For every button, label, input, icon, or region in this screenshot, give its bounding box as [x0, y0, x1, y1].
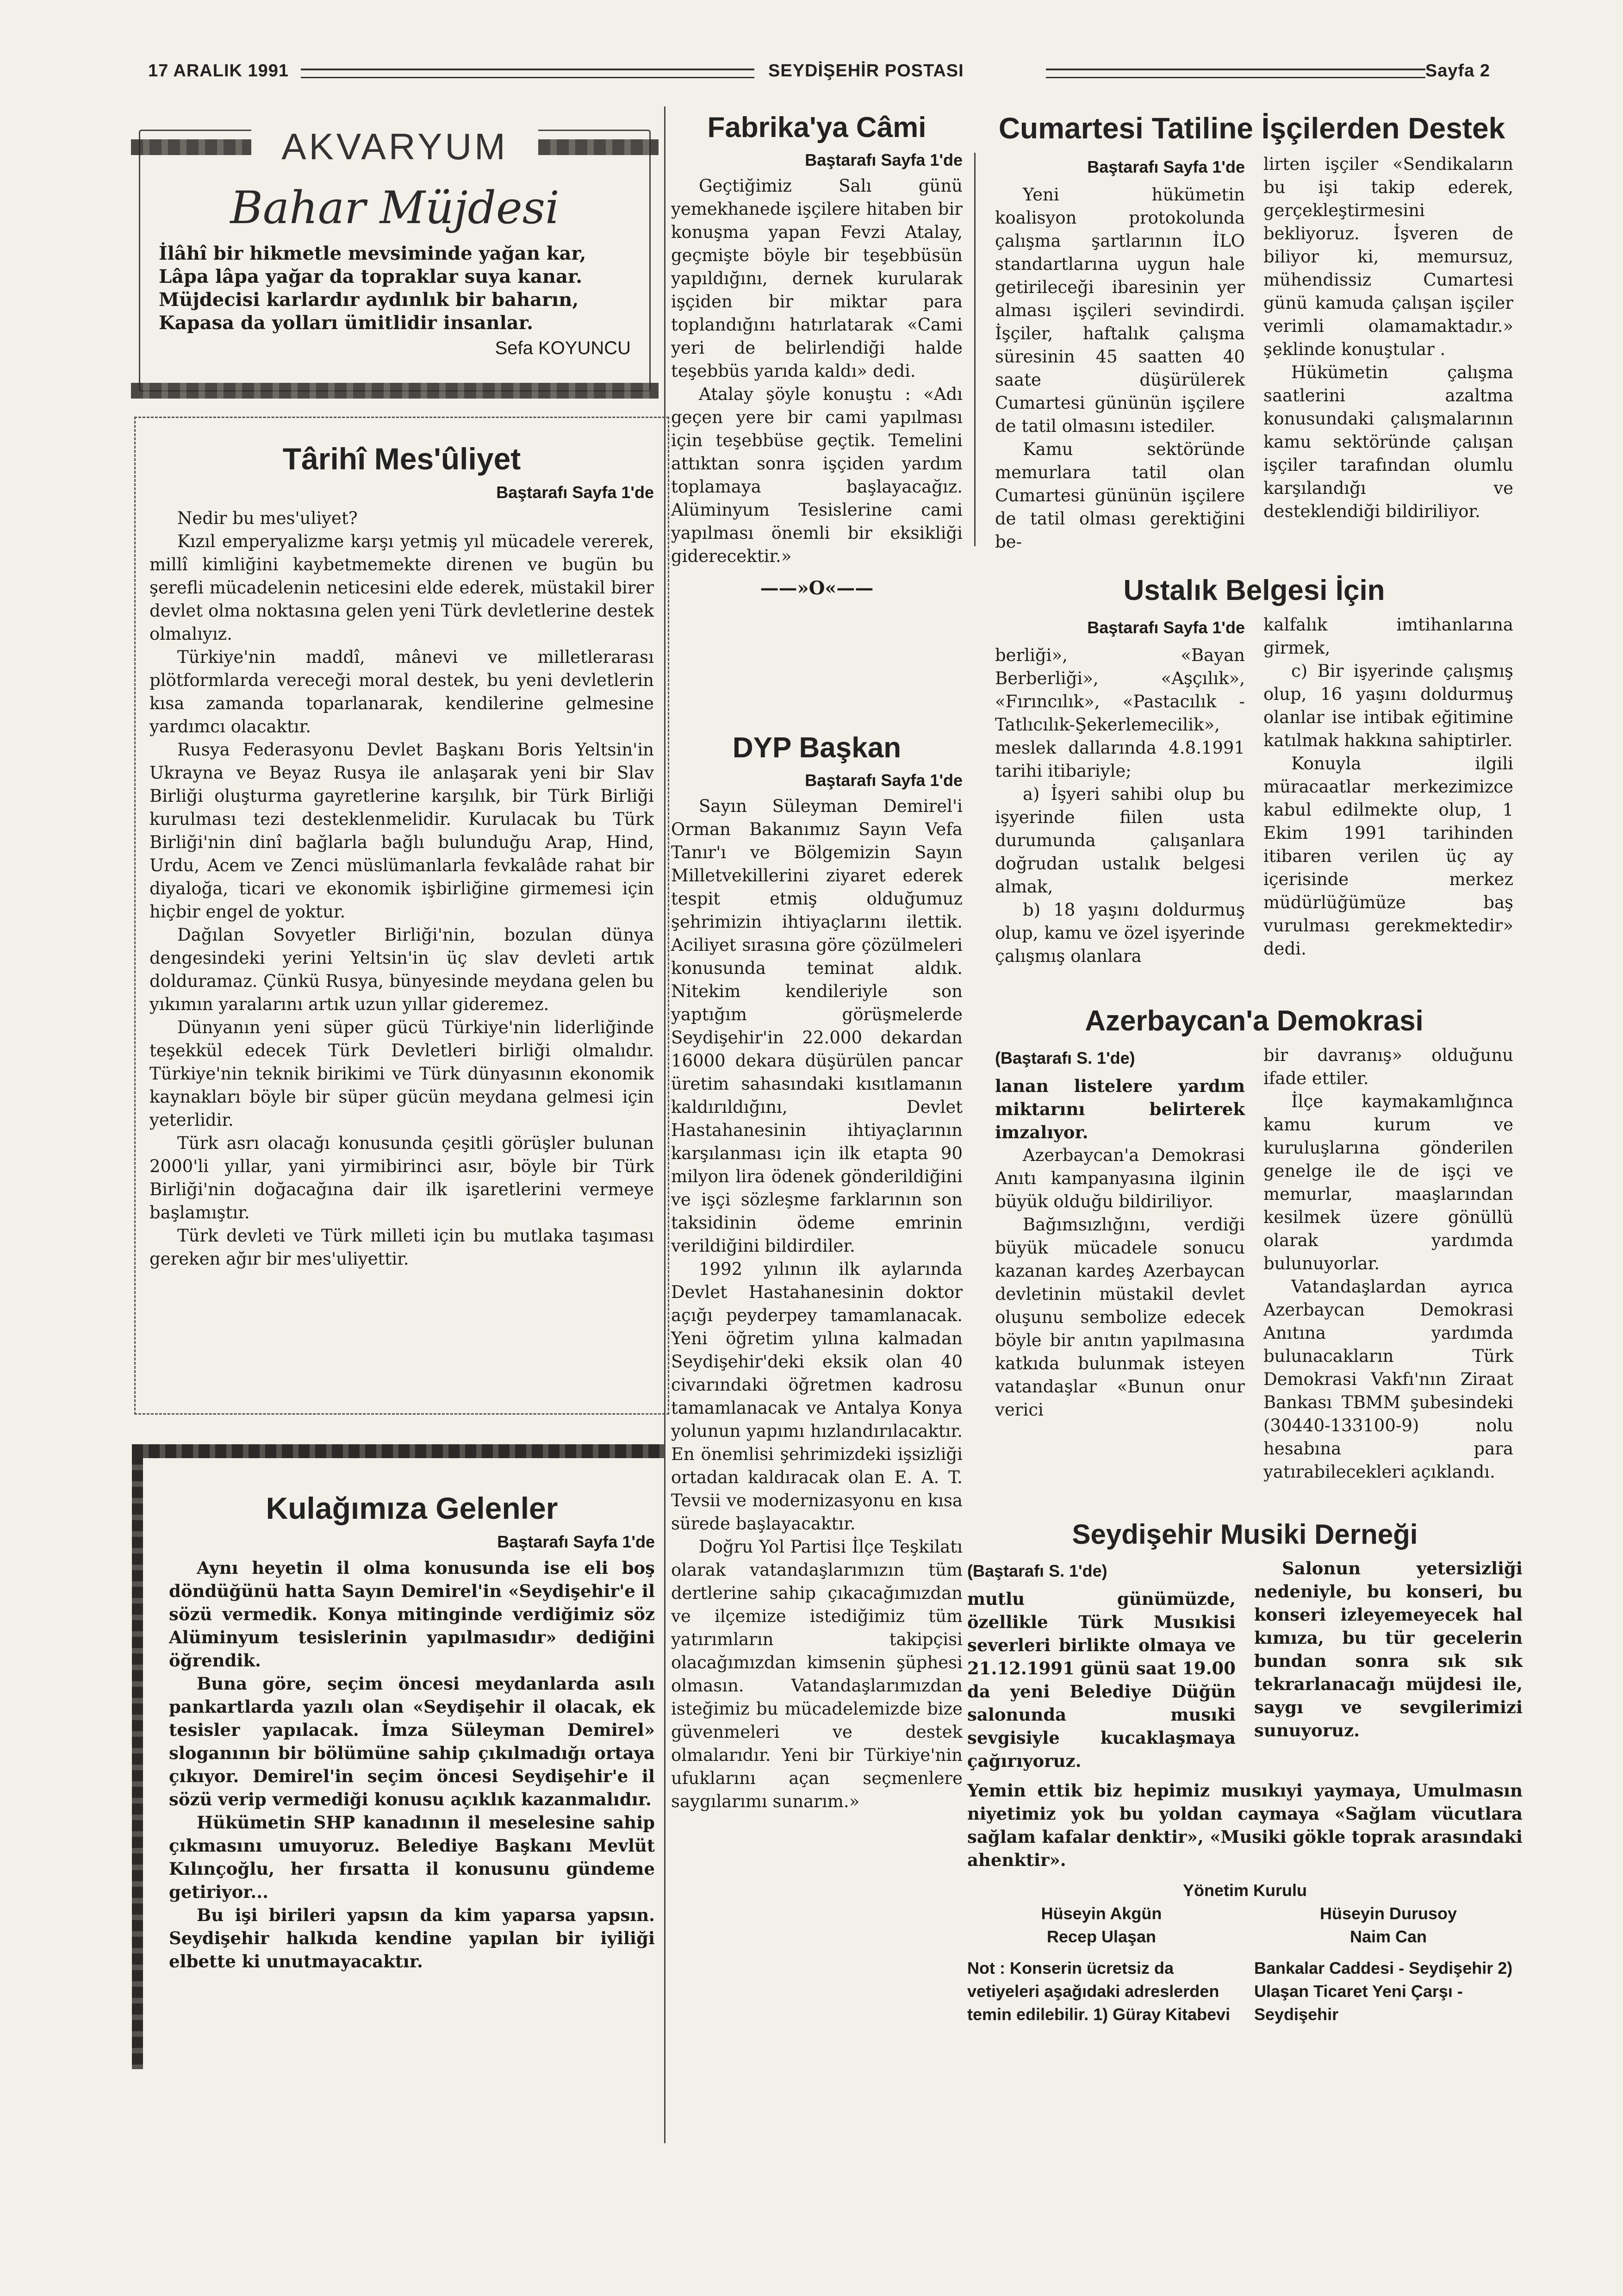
article-column [995, 1044, 1245, 1484]
tarihi-mesuliyet-article [134, 417, 669, 1415]
article-paragraph: 1992 yılının ilk aylarında Devlet Hastahanesinin doktor açığı peyderpey tamamlanacak. Yeni öğretim yılına kalmadan Seydişehir'deki eksik olan 40 civarındaki öğretmen kadrosu tamamlanacak ve Antalya Konya yolunun yapımı hızlandırılacaktır. En önemlisi şehrimizdeki işsizliği ortadan kaldıracak olan E. A. T. Tevsii ve modernizasyonu en kısa sürede başlayacaktır. [671, 1259, 963, 1534]
article-paragraph: Konuyla ilgili müracaatlar merkezimizce kabul edilmekte olup, 1 Ekim 1991 tarihinden itibaren verilen üç ay içerisinde merkez müdürlüğümüze baş vurulması gerekmektedir» dedi. [1263, 754, 1513, 959]
article-paragraph: Buna göre, seçim öncesi meydanlarda asılı pankartlarda yazılı olan «Seydişehir il olacak, ek tesisler yapılacak. İmza Süleyman Demirel» sloganının bir bölümüne sahip çıkılmadığı ortaya çıkıyor. Demirel'in seçim öncesi Seydişehir'e il sözü verip vermediği konusu açıklık kazanmalıdır. [169, 1673, 655, 1809]
article-paragraph: kalfalık imtihanlarına girmek, [1263, 615, 1513, 658]
article-body [671, 175, 963, 568]
poem-line: Müjdecisi karlardır aydınlık bir baharın, [159, 289, 579, 311]
azerbaycan-demokrasi-article [995, 1004, 1513, 1484]
note-right: Bankalar Caddesi - Seydişehir 2) Ulaşan Ticaret Yeni Çarşı - Seydişehir [1254, 1959, 1513, 2024]
poem-line: İlâhî bir hikmetle mevsiminde yağan kar, [159, 243, 586, 264]
article-paragraph: Kızıl emperyalizme karşı yetmiş yıl mücadele vererek, millî kimliğini kaybetmemekte direnen ve bugün bu şerefli mücadelenin neticesini elde ederek, müstakil birer devlet olma noktasına gelen yeni Türk devletlerine destek olmalıyız. [149, 531, 654, 644]
continued-from-label: Baştarafı Sayfa 1'de [1087, 618, 1245, 637]
continued-from-label: Baştarafı Sayfa 1'de [1087, 157, 1245, 176]
article-paragraph: c) Bir işyerinde çalışmış olup, 16 yaşını doldurmuş olanlar ise intibak eğitimine katılmak hakkına sahiptirler. [1263, 661, 1513, 750]
article-headline: Azerbaycan'a Demokrasi [1085, 1005, 1424, 1037]
poem-author: Sefa KOYUNCU [495, 338, 631, 358]
article-headline: Seydişehir Musiki Derneği [1072, 1519, 1418, 1550]
article-paragraph: bir davranış» olduğunu ifade ettiler. [1263, 1045, 1513, 1088]
article-body [169, 1556, 655, 1973]
article-paragraph: Hükümetin çalışma saatlerini azaltma konusundaki çalışmalarının kamu sektöründe çalışan işçiler tarafından olumlu karşılandığı ve desteklendiği bildiriliyor. [1263, 362, 1513, 521]
poem-lines [159, 242, 631, 360]
header-rule-left [301, 69, 754, 78]
article-paragraph: Aynı heyetin il olma konusunda ise eli boş döndüğünü hatta Sayın Demirel'in «Seydişehir'e il sözü vermedik. Konya mitinginde verdiğimiz söz Alüminyum tesislerinin yapılmasıdır» dediğini öğrendik. [169, 1558, 655, 1671]
continued-from-label: Baştarafı Sayfa 1'de [805, 771, 963, 790]
board-members-right [1254, 1902, 1523, 1948]
issue-date: 17 ARALIK 1991 [148, 61, 289, 81]
board-member: Hüseyin Akgün [1041, 1904, 1162, 1923]
article-headline: Kulağımıza Gelenler [266, 1491, 558, 1525]
article-paragraph: Türkiye'nin maddî, mânevi ve milletlerarası plötformlarda vereceği moral destek, bu yeni devletlerin kısa zamanda toparlanarak, kendilerine gelmesine yardımcı olacaktır. [149, 647, 654, 736]
header-rule-right [1046, 69, 1425, 78]
article-headline: Fabrika'ya Câmi [707, 112, 927, 144]
article-paragraph: berliği», «Bayan Berberliği», «Aşçılık», «Fırıncılık», «Pastacılık - Tatlıcılık-Şekerlemecilik», meslek dallarında 4.8.1991 tarihi itibariyle; [995, 645, 1245, 781]
article-paragraph: a) İşyeri sahibi olup bu işyerinde fiilen usta durumunda çalışanlara doğrudan ustalık belgesi almak, [995, 784, 1245, 897]
poem-line: Kapasa da yolları ümitlidir insanlar. [159, 312, 534, 334]
article-paragraph: Atalay şöyle konuştu : «Adı geçen yere bir cami yapılması için teşebbüse geçtik. Temelini attıktan sonra işçiden yardım toplamaya başlayacağız. Alüminyum Tesislerine cami yapılması önemli bir eksikliği giderecektir.» [671, 384, 963, 566]
dyp-baskan-article [671, 731, 963, 1813]
board-member: Naim Can [1349, 1927, 1427, 1946]
newspaper-name: SEYDİŞEHİR POSTASI [768, 61, 964, 81]
article-paragraph: Azerbaycan'a Demokrasi Anıtı kampanyasına ilginin büyük olduğu bildiriliyor. [995, 1145, 1245, 1211]
kulagimiza-gelenler-article [132, 1444, 664, 2069]
note-left: Not : Konserin ücretsiz da vetiyeleri aşağıdaki adreslerden temin edilebilir. 1) Güray Kitabevi [967, 1959, 1231, 2024]
article-paragraph: Geçtiğimiz Salı günü yemekhanede işçilere hitaben bir konuşma yapan Fevzi Atalay, geçmişte böyle bir teşebbüsün yapıldığını, dernek kurularak işçiden bir miktar para toplandığını hatırlatarak «Cami yeri de belirlendiği halde teşebbüs yarıda kaldı» dedi. [671, 176, 963, 381]
column-divider [974, 153, 976, 546]
article-column [1263, 1044, 1513, 1484]
article-headline: DYP Başkan [732, 732, 902, 764]
ustalik-belgesi-article [995, 574, 1513, 968]
decorative-band [132, 1444, 664, 1458]
article-paragraph: lirten işçiler «Sendikaların bu işi takip ederek, gerçekleştirmesini bekliyoruz. İşveren de biliyor ki, memursuz, mühendissiz Cumartesi günü kamuda çalışan işçiler verimli olamamaktadır.» şeklinde konuştular . [1263, 154, 1513, 359]
article-paragraph: Salonun yetersizliği nedeniyle, bu konseri, bu konseri izleyemeyecek hal kımıza, bu tür gecelerin bundan sonra sık sık tekrarlanacağı müjdesi ile, saygı ve sevgilerimizi sunuyoruz. [1254, 1558, 1523, 1741]
article-paragraph: Türk devleti ve Türk milleti için bu mutlaka taşıması gereken ağır bir mes'uliyettir. [149, 1226, 654, 1269]
article-column [1263, 613, 1513, 968]
article-column [1254, 1557, 1523, 1772]
decorative-band-side [132, 1454, 143, 2069]
article-paragraph: Rusya Federasyonu Devlet Başkanı Boris Yeltsin'in Ukrayna ve Beyaz Rusya ile anlaşarak yeni bir Slav Birliği oluşturma gayretlerine karşılık, bir Türk Birliği kurulması tezi desteklenmelidir. Kurulacak bu Türk Birliği'nin dinî bağlarla bağlı bulunduğu Arap, Hind, Urdu, Acem ve Zenci müslümanlarla fevkalâde rahat bir diyaloğa, ticari ve ekonomik işbirliğine girmemesi için hiçbir engel de yoktur. [149, 740, 654, 922]
article-paragraph: b) 18 yaşını doldurmuş olup, kamu ve özel işyerinde çalışmış olanlara [995, 900, 1245, 966]
closing-verse: Yemin ettik biz hepimiz musıkıyi yaymaya, Umulmasın niyetimiz yok bu yoldan caymaya «Sağlam vücutlara sağlam kafalar denktir», «Musiki gökle toprak arasındaki ahenktir». [967, 1780, 1523, 1870]
column-divider [664, 106, 665, 2143]
article-column [1263, 153, 1513, 554]
page-number: Sayfa 2 [1425, 61, 1490, 81]
continued-from-label: (Baştarafı S. 1'de) [967, 1561, 1107, 1580]
article-column [967, 1557, 1236, 1772]
article-paragraph: Yeni hükümetin koalisyon protokolunda çalışma şartlarının İLO standartlarına uygun hale getirileceği ibaresinin yer alması işçileri sevindirdi. İşçiler, haftalık çalışma süresinin 45 saatten 40 saate düşürülerek Cumartesi gününün işçilere de tatil olmasını istediler. [995, 185, 1245, 436]
article-headline: Cumartesi Tatiline İşçilerden Destek [998, 112, 1505, 145]
article-headline: Ustalık Belgesi İçin [1123, 574, 1385, 606]
article-paragraph: Bağımsızlığını, verdiği büyük mücadele sonucu kazanan kardeş Azerbaycan devletinin müstakil devlet oluşunu sembolize edecek böyle bir anıtın yapılmasına katkıda bulunmak isteyen vatandaşlar «Bunun onur verici [995, 1215, 1245, 1420]
continued-from-label: (Baştarafı S. 1'de) [995, 1048, 1135, 1067]
continued-from-label: Baştarafı Sayfa 1'de [805, 150, 963, 169]
fabrikaya-cami-article [671, 111, 963, 608]
akvaryum-poem-box [139, 126, 651, 392]
cumartesi-article [995, 153, 1513, 554]
board-member: Recep Ulaşan [1046, 1927, 1157, 1946]
poem-title: Bahar Müjdesi [230, 182, 560, 234]
continued-from-label: Baştarafı Sayfa 1'de [497, 1532, 655, 1551]
article-column [995, 153, 1245, 554]
article-paragraph: Doğru Yol Partisi İlçe Teşkilatı olarak vatandaşlarımızın tüm dertlerine sahip çıkacağımızdan ve ilçemize istediğimiz tüm yatırımların takipçisi olacağımızdan kimsenin şüphesi olmasın. Vatandaşlarımızdan isteğimiz bu mücadelemizde bize güvenmeleri ve destek olmalarıdır. Yeni bir Türkiye'nin ufuklarını açan seçmenlere saygılarımı sunarım.» [671, 1537, 963, 1811]
board-members-left [967, 1902, 1236, 1948]
akvaryum-label: AKVARYUM [251, 125, 538, 169]
article-paragraph: Türk asrı olacağı konusunda çeşitli görüşler bulunan 2000'li yıllar, yani yirmibirinci asır, böyle bir Türk Birliği'nin doğacağına dair ilk işaretlerini vermeye başlamıştır. [149, 1133, 654, 1223]
article-paragraph: Sayın Süleyman Demirel'i Orman Bakanımız Sayın Vefa Tanır'ı ve Bölgemizin Sayın Milletvekillerini ziyaret ederek tespit etmiş olduğumuz şehrimizin ihtiyaçlarını ilettik. Aciliyet sırasına göre çözülmeleri konusunda teminat aldık. Nitekim kendileriyle son yaptığım görüşmelerde Seydişehir'in 22.000 dekardan 16000 dekara düşürülen pancar üretim sahasındaki kısıtlamanın kaldırıldığını, Devlet Hastahanesinin ihtiyaçlarının karşılanması için ilk etapta 90 milyon lira ödenek gönderildiğini ve işçi sözleşme farklarının son taksidinin ödeme emrinin verildiğini bildirdiler. [671, 796, 963, 1256]
article-paragraph: mutlu günümüzde, özellikle Türk Musıkisi severleri birlikte olmaya ve 21.12.1991 günü saat 19.00 da yeni Belediye Düğün salonunda musıki sevgisiyle kucaklaşmaya çağırıyoruz. [967, 1589, 1236, 1771]
article-column [995, 613, 1245, 968]
article-paragraph: Dünyanın yeni süper gücü Türkiye'nin liderliğinde teşekkül edecek Türk Devletleri birliği olmalıdır. Türkiye'nin teknik birikimi ve Türk dünyasının ekonomik kaynakları böyle bir süper gücün meydana gelmesi için yeterlidir. [149, 1017, 654, 1130]
board-title: Yönetim Kurulu [1183, 1881, 1307, 1900]
poem-line: Lâpa lâpa yağar da topraklar suya kanar. [159, 266, 583, 287]
musiki-dernegi-article [967, 1518, 1523, 2026]
article-body [671, 795, 963, 1813]
article-paragraph: Vatandaşlardan ayrıca Azerbaycan Demokrasi Anıtına yardımda bulunacakların Türk Demokrasi Vakfı'nın Ziraat Bankası TBMM şubesindeki (30440-133100-9) nolu hesabına para yatırabilecekleri açıklandı. [1263, 1277, 1513, 1482]
article-paragraph: İlçe kaymakamlığınca kamu kurum ve kuruluşlarına gönderilen genelge ile de işçi ve memurlar, maaşlarından kesilmek üzere gönüllü olarak yardımda bulunuyorlar. [1263, 1092, 1513, 1273]
decorative-border-bottom [131, 383, 659, 399]
article-headline: Târihî Mes'ûliyet [282, 442, 521, 476]
article-paragraph: lanan listelere yardım miktarını belirterek imzalıyor. [995, 1076, 1245, 1142]
article-paragraph: Hükümetin SHP kanadının il meselesine sahip çıkmasını umuyoruz. Belediye Başkanı Mevlüt Kılınçoğlu, her fırsatta il konusunu gündeme getiriyor... [169, 1812, 655, 1902]
article-paragraph: Kamu sektöründe memurlara tatil olan Cumartesi gününün işçilere de tatil olması gerektiğini be- [995, 439, 1245, 552]
article-body [149, 507, 654, 1271]
article-paragraph: Nedir bu mes'uliyet? [177, 508, 358, 528]
article-paragraph: Bu işi birileri yapsın da kim yaparsa yapsın. Seydişehir halkıda kendine yapılan bir iyiliği elbette ki unutmayacaktır. [169, 1905, 655, 1972]
article-paragraph: Dağılan Sovyetler Birliği'nin, bozulan dünya dengesindeki yerini Yeltsin'in üç slav devleti artık dolduramaz. Çünkü Rusya, bünyesinde meydana gelen bu yıkımın yaralarını artık uzun yıllar gideremez. [149, 925, 654, 1014]
continued-from-label: Baştarafı Sayfa 1'de [496, 483, 654, 502]
cumartesi-headline-area [986, 111, 1518, 152]
section-separator: ——»O«—— [760, 577, 874, 599]
page-header [148, 56, 1490, 88]
board-member: Hüseyin Durusoy [1319, 1904, 1457, 1923]
